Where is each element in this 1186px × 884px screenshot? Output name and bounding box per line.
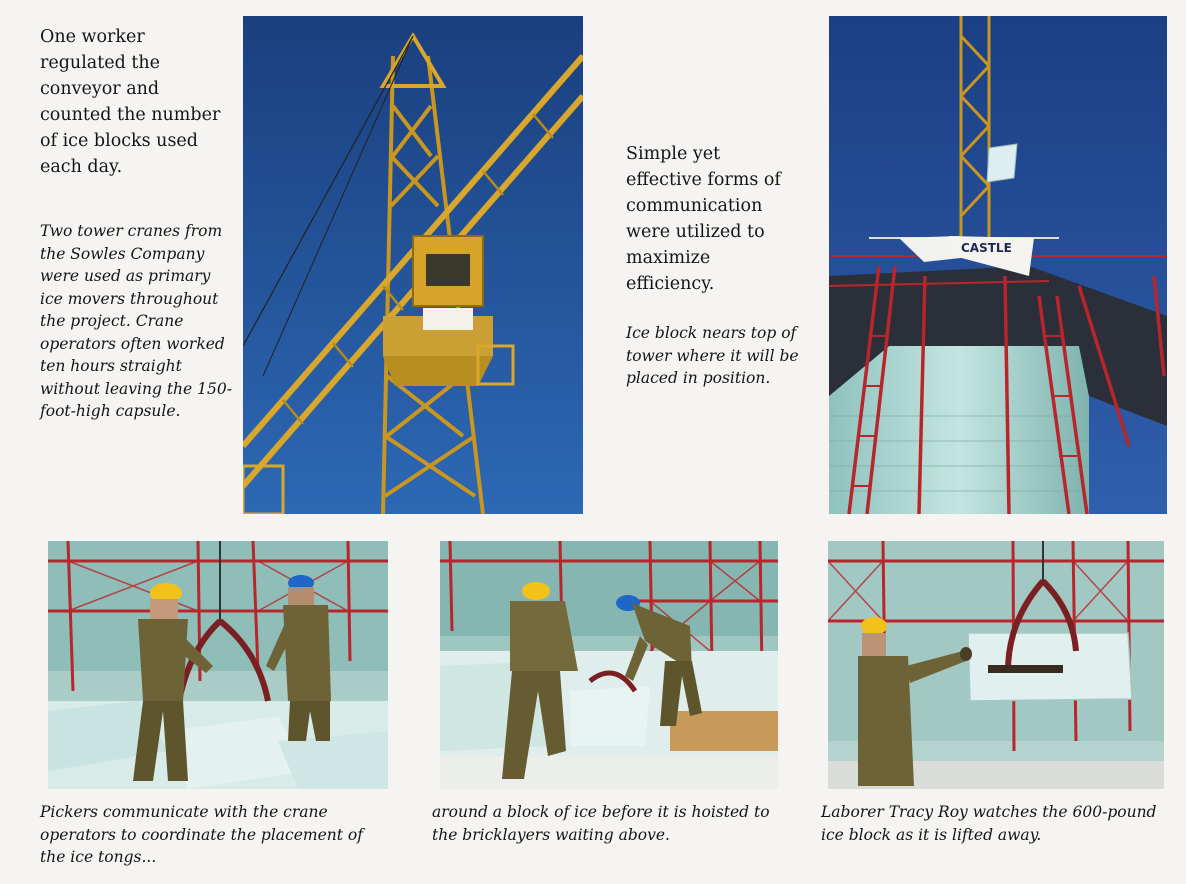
caption-tracy-roy: Laborer Tracy Roy watches the 600-pound ice block as it is lifted away. bbox=[821, 803, 1157, 844]
banner-text: CASTLE bbox=[961, 241, 1012, 255]
intro-communication-text: Simple yet effective forms of communication were utilized to maximize efficiency. bbox=[626, 144, 781, 294]
photo-ice-tower bbox=[829, 16, 1167, 514]
photo-pickers-tongs bbox=[48, 541, 388, 789]
caption-pickers: Pickers communicate with the crane operators to coordinate the placement of the ice tongs... bbox=[40, 803, 363, 866]
photo-tracy-roy bbox=[828, 541, 1164, 789]
intro-conveyor-text: One worker regulated the conveyor and counted the number of ice blocks used each day. bbox=[40, 27, 221, 177]
photo-tower-crane bbox=[243, 16, 583, 514]
caption-around-block: around a block of ice before it is hoisted to the bricklayers waiting above. bbox=[432, 803, 770, 844]
caption-ice-block-nears-top: Ice block nears top of tower where it will be placed in position. bbox=[626, 324, 799, 387]
photo-block-tongs bbox=[440, 541, 778, 789]
caption-tower-cranes: Two tower cranes from the Sowles Company were used as primary ice movers throughout the project. Crane operators often worked ten hours straight without leaving the 150-foot-high capsule. bbox=[40, 222, 232, 420]
